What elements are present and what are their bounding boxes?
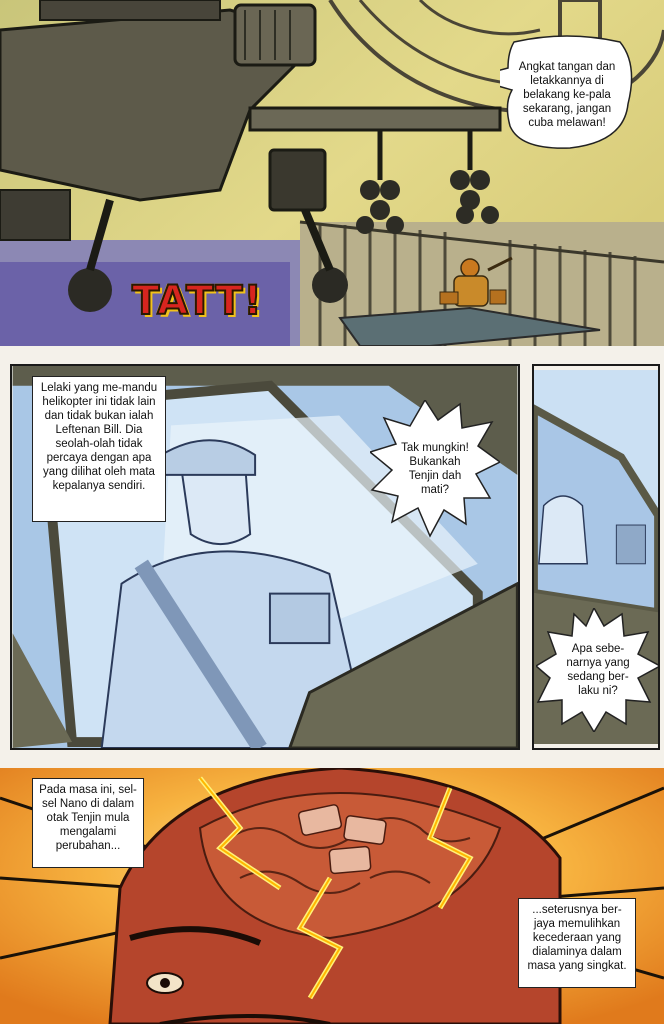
shout-bubble-not-possible-text: Tak mungkin! Bukankah Tenjin dah mati? <box>401 442 469 496</box>
caption-recovery: ...seterusnya ber-jaya memulihkan kecederaan yang dialaminya dalam masa yang singkat. <box>518 898 636 988</box>
panel-brain-nano <box>0 768 664 1024</box>
shout-bubble-not-possible <box>370 400 500 540</box>
shout-bubble-what-happening <box>536 608 660 732</box>
speech-bubble-command-text: Angkat tangan dan letakkannya di belakang ke-pala sekarang, jangan cuba melawan! <box>518 61 616 129</box>
speech-bubble-command <box>500 34 634 156</box>
panel-cockpit-bill <box>10 364 520 750</box>
caption-lieutenant-bill: Lelaki yang me-mandu helikopter ini tidak lain dan tidak bukan ialah Leftenan Bill. Dia seolah-olah tidak percaya dengan apa yang dilihat oleh mata kepalanya sendiri. <box>32 376 166 522</box>
panel-helicopter-scene <box>0 0 664 346</box>
sfx-tatt: TATT! <box>132 278 263 324</box>
panel-cockpit-copilot <box>532 364 660 750</box>
caption-nano-change: Pada masa ini, sel-sel Nano di dalam otak Tenjin mula mengalami perubahan... <box>32 778 144 868</box>
shout-bubble-what-happening-text: Apa sebe-narnya yang sedang ber-laku ni? <box>566 643 630 697</box>
